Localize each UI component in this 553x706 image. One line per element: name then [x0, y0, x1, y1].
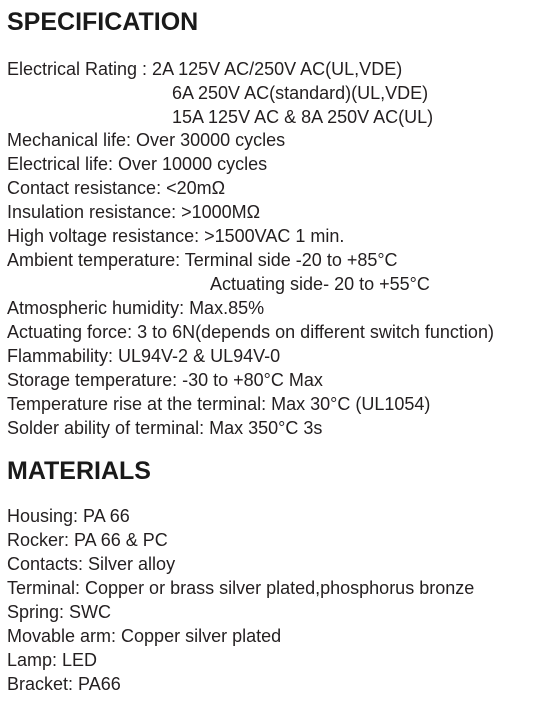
spec-line-storage-temperature: Storage temperature: -30 to +80°C Max [7, 370, 323, 390]
spec-line-high-voltage: High voltage resistance: >1500VAC 1 min. [7, 226, 345, 246]
spec-line-electrical-rating: Electrical Rating : 2A 125V AC/250V AC(UL,VDE) [7, 59, 403, 79]
spec-line-flammability: Flammability: UL94V-2 & UL94V-0 [7, 346, 281, 366]
material-line-housing: Housing: PA 66 [7, 506, 130, 526]
spec-line-electrical-life: Electrical life: Over 10000 cycles [7, 154, 268, 174]
material-line-lamp: Lamp: LED [7, 650, 98, 670]
spec-line-rating-2: 6A 250V AC(standard)(UL,VDE) [172, 83, 429, 103]
material-line-spring: Spring: SWC [7, 602, 112, 622]
spec-line-insulation-resistance: Insulation resistance: >1000MΩ [7, 202, 261, 222]
materials-heading: MATERIALS [7, 457, 151, 485]
specification-heading: SPECIFICATION [7, 8, 199, 36]
material-line-bracket: Bracket: PA66 [7, 674, 121, 694]
spec-line-ambient-temperature: Ambient temperature: Terminal side -20 to +85°C [7, 250, 398, 270]
spec-line-actuating-force: Actuating force: 3 to 6N(depends on different switch function) [7, 322, 494, 342]
spec-line-actuating-side: Actuating side- 20 to +55°C [210, 274, 430, 294]
material-line-terminal: Terminal: Copper or brass silver plated,phosphorus bronze [7, 578, 475, 598]
material-line-movable-arm: Movable arm: Copper silver plated [7, 626, 282, 646]
spec-line-contact-resistance: Contact resistance: <20mΩ [7, 178, 226, 198]
spec-line-solder-ability: Solder ability of terminal: Max 350°C 3s [7, 418, 323, 438]
spec-line-mechanical-life: Mechanical life: Over 30000 cycles [7, 130, 286, 150]
spec-line-temperature-rise: Temperature rise at the terminal: Max 30°C (UL1054) [7, 394, 431, 414]
material-line-contacts: Contacts: Silver alloy [7, 554, 176, 574]
spec-line-rating-3: 15A 125V AC & 8A 250V AC(UL) [172, 107, 434, 127]
material-line-rocker: Rocker: PA 66 & PC [7, 530, 168, 550]
spec-line-humidity: Atmospheric humidity: Max.85% [7, 298, 265, 318]
